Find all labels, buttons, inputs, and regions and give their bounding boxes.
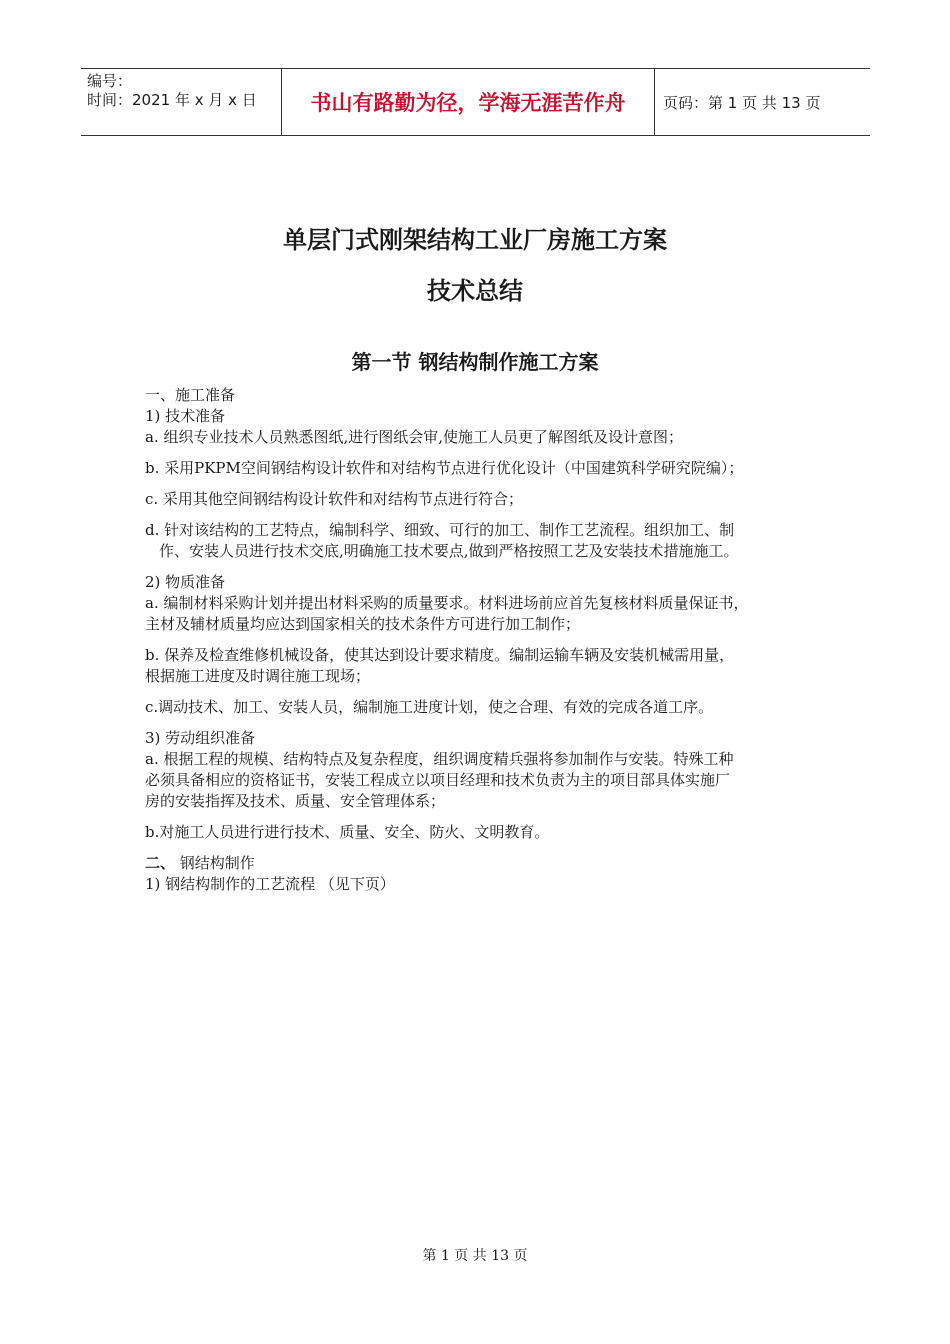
- doc-subtitle: 技术总结: [427, 277, 523, 305]
- part2-sub1: 1) 钢结构制作的工艺流程 （见下页）: [145, 875, 395, 893]
- part1-heading: 一、施工准备: [145, 386, 236, 404]
- tech-item-d-line1: d. 针对该结构的工艺特点，编制科学、细致、可行的加工、制作工艺流程。组织加工、制: [145, 521, 735, 539]
- number-label: 编号：: [87, 72, 133, 90]
- sub2-heading: 2) 物质准备: [145, 573, 226, 591]
- sub1-heading: 1) 技术准备: [145, 407, 226, 425]
- document-body: [145, 385, 817, 895]
- mat-item-b-line2: 根据施工进度及时调往施工现场；: [145, 667, 371, 685]
- tech-item-d-line2: 作、安装人员进行技术交底,明确施工技术要点,做到严格按照工艺及安装技术措施施工。: [159, 542, 739, 560]
- page-header: [81, 68, 870, 136]
- mat-item-a-line2: 主材及辅材质量均应达到国家相关的技术条件方可进行加工制作；: [145, 615, 581, 633]
- doc-title: 单层门式刚架结构工业厂房施工方案: [283, 226, 667, 254]
- page-footer: 第 1 页 共 13 页: [422, 1248, 528, 1264]
- labor-item-a-line3: 房的安装指挥及技术、质量、安全管理体系；: [145, 792, 446, 810]
- part2-text: 钢结构制作: [175, 854, 255, 872]
- mat-item-a-line1: a. 编制材料采购计划并提出材料采购的质量要求。材料进场前应首先复核材料质量保证书，: [145, 594, 749, 612]
- mat-item-b-line1: b. 保养及检查维修机械设备，使其达到设计要求精度。编制运输车辆及安装机械需用量，: [145, 646, 735, 664]
- mat-item-c: c.调动技术、加工、安装人员，编制施工进度计划，使之合理、有效的完成各道工序。: [145, 698, 714, 716]
- tech-item-a: a. 组织专业技术人员熟悉图纸,进行图纸会审,使施工人员更了解图纸及设计意图；: [145, 428, 684, 446]
- section-title: 第一节 钢结构制作施工方案: [351, 350, 599, 374]
- time-label: 时间：2021 年 x 月 x 日: [87, 91, 257, 109]
- part2-heading: [145, 853, 817, 874]
- part2-number: 二、: [145, 854, 176, 872]
- labor-item-a-line1: a. 根据工程的规模、结构特点及复杂程度，组织调度精兵强将参加制作与安装。特殊工种: [145, 750, 734, 768]
- header-page-info: 页码：第 1 页 共 13 页: [663, 93, 821, 112]
- header-motto: 书山有路勤为径，学海无涯苦作舟: [281, 69, 655, 135]
- tech-item-b: b. 采用PKPM空间钢结构设计软件和对结构节点进行优化设计（中国建筑科学研究院编）；: [145, 459, 744, 477]
- tech-item-c: c. 采用其他空间钢结构设计软件和对结构节点进行符合；: [145, 490, 523, 508]
- labor-item-a-line2: 必须具备相应的资格证书，安装工程成立以项目经理和技术负责为主的项目部具体实施厂: [145, 771, 731, 789]
- header-info: [81, 69, 281, 135]
- labor-item-b: b.对施工人员进行进行技术、质量、安全、防火、文明教育。: [145, 823, 550, 841]
- sub3-heading: 3) 劳动组织准备: [145, 729, 256, 747]
